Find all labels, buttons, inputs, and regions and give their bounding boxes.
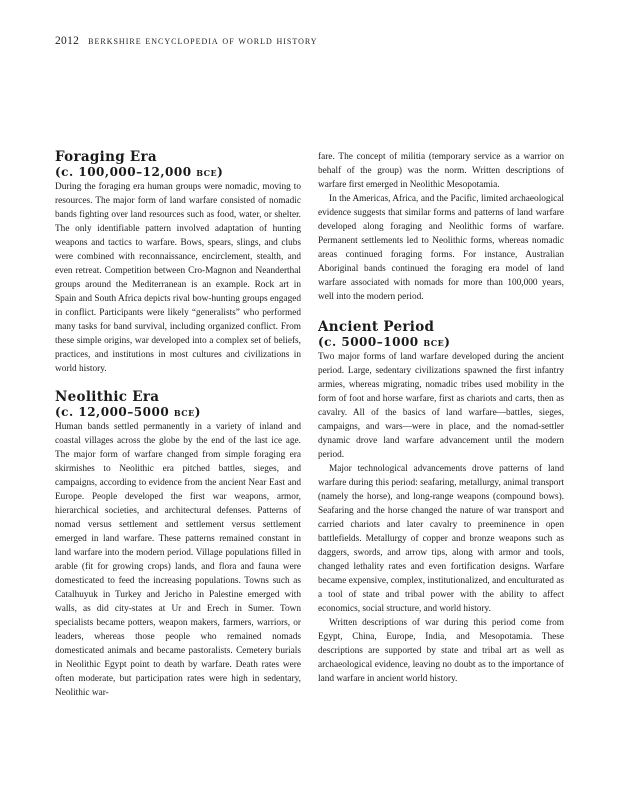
paragraph: Major technological advancements drove patterns of land warfare during this period: seafaring, metallurgy, animal transport (namely the horse), and long-range weapons (compound bows). Seafaring and the horse changed the nature of war transport and carried chariots and later cavalry to preeminence in open battlefields. Metallurgy of copper and bronze weapons such as daggers, swords, and arrow tips, along with armor and tools, changed lethality rates and even fortification designs. Warfare became expensive, complex, institutionalized, and enculturated as a tool of state and tribal power with the ability to affect economics, social structure, and world history.	[318, 464, 564, 614]
page-number: 2012	[55, 35, 80, 47]
paragraph: In the Americas, Africa, and the Pacific, limited archaeological evidence suggests that similar forms and patterns of land warfare developed along foraging and Neolithic forms of warfare. Permanent settlements led to Neolithic forms, whereas nomadic areas continued foraging forms. For instance, Australian Aboriginal bands continued the foraging era model of land warfare associated with nomads for more than 100,000 years, well into the modern period.	[318, 194, 564, 302]
section-title-ancient: Ancient Period	[318, 319, 435, 335]
right-column	[318, 150, 564, 686]
paragraph: Human bands settled permanently in a variety of inland and coastal villages across the globe by the end of the last ice age. The major form of warfare changed from simple foraging era skirmishes to Neolithic era pitched battles, sieges, and campaigns, according to evidence from the ancient Near East and Europe. People developed the first war weapons, armor, hierarchical societies, and architectural defenses. Patterns of nomad versus settlement and settlement versus settlement emerged in land warfare. These patterns remained constant in land warfare into the modern period. Village populations filled in arable (fit for growing crops) lands, and flora and fauna were domesticated to feed the increasing populations. Towns such as Catalhuyuk in Turkey and Jericho in Palestine emerged with walls, as did city-states at Ur and Erech in Sumer. Town specialists became potters, weapon makers, farmers, warriors, or leaders, whereas those people who remained nomads domesticated animals and became pastoralists. Cemetery burials in Neolithic Egypt point to death by warfare. Death rates were often moderate, but participation rates were high in sedentary, Neolithic war-	[55, 422, 301, 698]
running-head	[55, 35, 318, 47]
book-title: berkshire encyclopedia of world history	[88, 35, 318, 47]
left-column	[55, 150, 301, 700]
section-title-neolithic: Neolithic Era	[55, 389, 160, 405]
paragraph: Written descriptions of war during this period come from Egypt, China, Europe, India, and Mesopotamia. These descriptions are supported by state and tribal art as well as archaeological evidence, leaving no doubt as to the importance of land warfare in ancient world history.	[318, 618, 564, 684]
section-dates-foraging: (c. 100,000–12,000 bce)	[55, 165, 224, 179]
paragraph: Two major forms of land warfare developed during the ancient period. Large, sedentary civilizations spawned the first infantry armies, whereas migrating, nomadic tribes used mobility in the form of foot and horse warfare, first as chariots and carts, then as cavalry. All of the basics of land warfare—battles, sieges, campaigns, and wars—were in place, and the nomad-settler dynamic drove land warfare advancement until the modern period.	[318, 352, 564, 460]
section-dates-neolithic: (c. 12,000–5000 bce)	[55, 405, 201, 419]
section-dates-ancient: (c. 5000–1000 bce)	[318, 335, 451, 349]
paragraph: During the foraging era human groups were nomadic, moving to resources. The major form of land warfare consisted of nomadic bands fighting over land resources such as food, water, or shelter. The only identifiable pattern involved adaptation of hunting weapons and tactics to warfare. Bows, spears, slings, and clubs were combined with reconnaissance, encirclement, stealth, and even retreat. Competition between Cro-Magnon and Neanderthal groups around the Mediterranean is an example. Rock art in Spain and South Africa depicts rival bow-hunting groups engaged in conflict. Participants were likely “generalists” who performed many tasks for band survival, including organized conflict. From these simple origins, war developed into a complex set of beliefs, practices, and institutions in most cultures and civilizations in world history.	[55, 182, 301, 374]
paragraph: fare. The concept of militia (temporary service as a warrior on behalf of the group) was the norm. Written descriptions of warfare first emerged in Neolithic Mesopotamia.	[318, 152, 564, 190]
section-title-foraging: Foraging Era	[55, 149, 157, 165]
